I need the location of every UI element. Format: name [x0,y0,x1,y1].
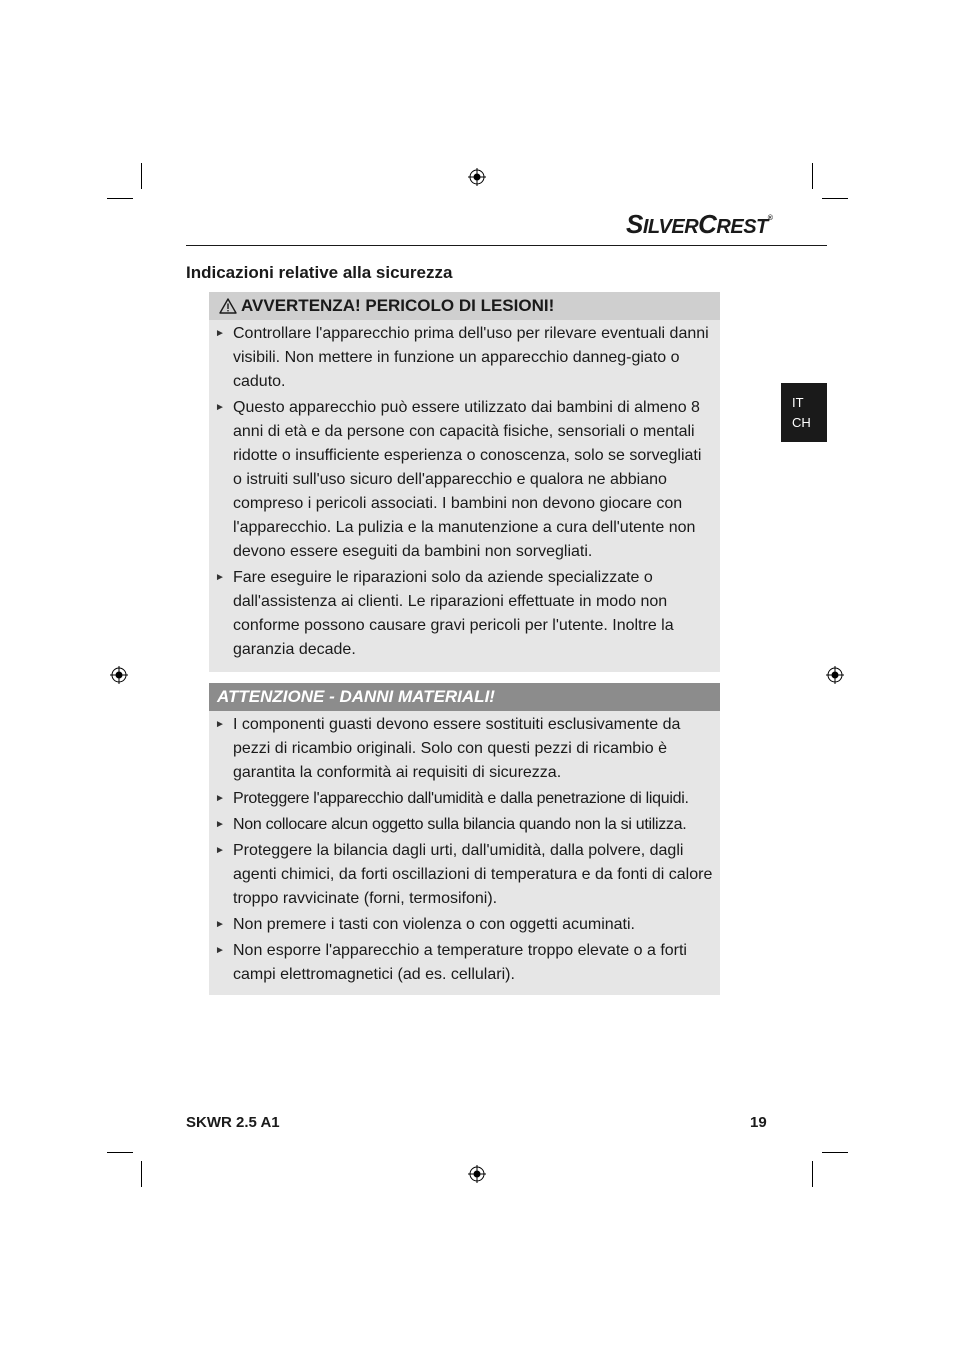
bullet-arrow-icon: ► [215,402,225,413]
bullet-arrow-icon: ► [215,945,225,956]
language-code: IT [792,394,804,410]
crop-mark [812,163,813,189]
crop-mark [141,1161,142,1187]
caution-box [209,683,720,995]
crop-mark [822,198,848,199]
bullet-arrow-icon: ► [215,572,225,583]
warning-triangle-icon [219,298,237,314]
caution-box-title: ATTENZIONE - DANNI MATERIALI! [217,687,495,706]
country-code: CH [792,414,811,430]
registration-mark-icon [468,168,486,186]
bullet-arrow-icon: ► [215,919,225,930]
caution-box-header [209,683,720,711]
crop-mark [822,1152,848,1153]
bullet-arrow-icon: ► [215,719,225,730]
crop-mark [141,163,142,189]
warning-box [209,292,720,672]
list-item: ► Controllare l'apparecchio prima dell'uso per rilevare eventuali danni visibili. Non mettere in funzione un apparecchio danneg-giato o caduto. [215,322,714,394]
list-item: ► Questo apparecchio può essere utilizzato dai bambini di almeno 8 anni di età e da persone con capacità fisiche, sensoriali o mentali ridotte o insufficiente esperienza o conoscenza, solo se sorvegliati o istruiti sull'uso sicuro dell'apparecchio e qualora ne abbiano compreso i pericoli associati. I bambini non devono giocare con l'apparecchio. La pulizia e la manutenzione a cura dell'utente non devono essere eseguiti da bambini non sorvegliati. [215,396,714,564]
caution-list [209,711,720,987]
header-rule [186,245,827,246]
list-item: ► Proteggere l'apparecchio dall'umidità e dalla penetrazione di liquidi. [215,787,714,811]
warning-box-title: AVVERTENZA! PERICOLO DI LESIONI! [241,296,555,315]
footer-model: SKWR 2.5 A1 [186,1114,280,1131]
language-tab [781,383,827,442]
list-item: ► Proteggere la bilancia dagli urti, dall'umidità, dalla polvere, dagli agenti chimici, da forti oscillazioni di temperatura e da fonti di calore troppo ravvicinate (forni, termosifoni). [215,839,714,911]
warning-box-header [209,292,720,320]
bullet-arrow-icon: ► [215,845,225,856]
bullet-arrow-icon: ► [215,819,225,830]
crop-mark [107,198,133,199]
crop-mark [812,1161,813,1187]
list-item: ► I componenti guasti devono essere sostituiti esclusivamente da pezzi di ricambio originali. Solo con questi pezzi di ricambio è garantita la conformità ai requisiti di sicurezza. [215,713,714,785]
registration-mark-icon [468,1165,486,1183]
registration-mark-icon [110,666,128,684]
bullet-arrow-icon: ► [215,328,225,339]
crop-mark [107,1152,133,1153]
section-title: Indicazioni relative alla sicurezza [186,263,453,282]
list-item: ► Fare eseguire le riparazioni solo da aziende specializzate o dall'assistenza ai clienti. Le riparazioni effettuate in modo non conforme possono causare gravi pericoli per l'utente. Inoltre la garanzia decade. [215,566,714,662]
list-item: ► Non premere i tasti con violenza o con oggetti acuminati. [215,913,714,937]
list-item: ► Non esporre l'apparecchio a temperature troppo elevate o a forti campi elettromagnetici (ad es. cellulari). [215,939,714,987]
registration-mark-icon [826,666,844,684]
bullet-arrow-icon: ► [215,793,225,804]
page-number: 19 [750,1114,767,1131]
list-item: ► Non collocare alcun oggetto sulla bilancia quando non la si utilizza. [215,813,714,837]
brand-logo: SILVERCREST® [626,209,773,239]
warning-list [209,320,720,662]
